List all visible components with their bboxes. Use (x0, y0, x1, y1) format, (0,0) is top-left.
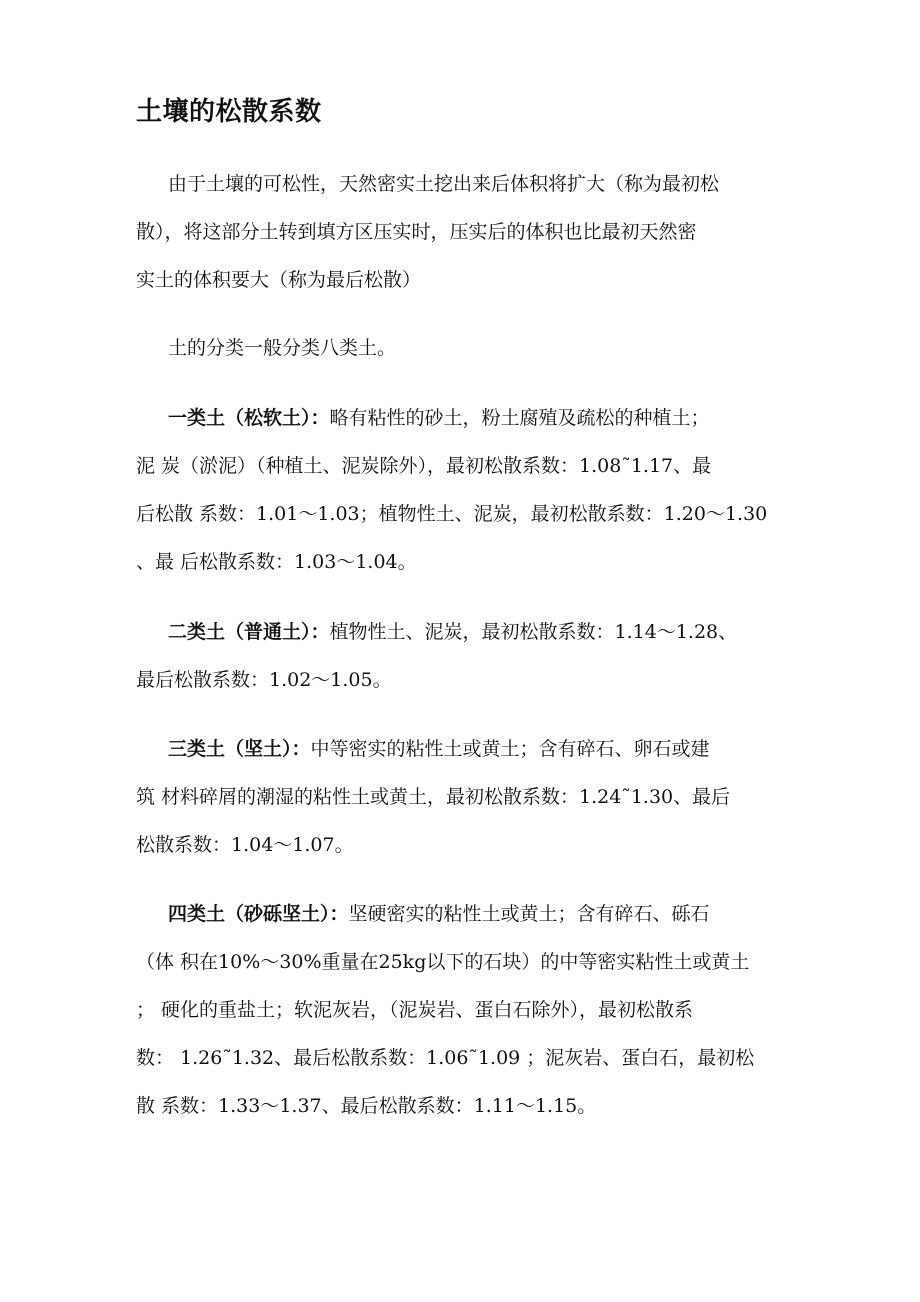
class1-first-line (136, 394, 782, 442)
class3-line: 筑 材料碎屑的潮湿的粘性土或黄土，最初松散系数：1.24˜1.30、最后 (136, 786, 731, 808)
class1-line: 泥 炭（淤泥）（种植土、泥炭除外），最初松散系数：1.08˜1.17、最 (136, 455, 712, 477)
class4-line: （体 积在10%～30%重量在25kg以下的石块）的中等密实粘性土或黄土 (136, 951, 750, 973)
intro-line: 实土的体积要大（称为最后松散） (136, 269, 422, 291)
class2-paragraph (136, 608, 782, 704)
class2-first-line (136, 608, 782, 656)
class4-line: 数： 1.26˜1.32、最后松散系数：1.06˜1.09 ；泥灰岩、蛋白石，最初松 (136, 1047, 755, 1069)
class1-text: 略有粘性的砂土，粉土腐殖及疏松的种植土； (329, 407, 710, 429)
class1-paragraph (136, 394, 782, 586)
classification-line: 土的分类一般分类八类土。 (168, 337, 397, 359)
intro-paragraph (136, 160, 782, 304)
class4-line: 散 系数：1.33～1.37、最后松散系数：1.11～1.15。 (136, 1095, 597, 1117)
class3-line: 松散系数：1.04～1.07。 (136, 834, 354, 856)
class2-text: 植物性土、泥炭，最初松散系数：1.14～1.28、 (329, 621, 738, 643)
class4-paragraph (136, 890, 782, 1130)
class3-first-line (136, 725, 782, 773)
class4-first-line (136, 890, 782, 938)
class3-text: 中等密实的粘性土或黄土；含有碎石、卵石或建 (310, 738, 710, 760)
class1-heading: 一类土（松软土）： (168, 407, 330, 429)
intro-line: 散），将这部分土转到填方区压实时，压实后的体积也比最初天然密 (136, 221, 697, 243)
class1-line: 、最 后松散系数：1.03～1.04。 (136, 551, 417, 573)
class2-line: 最后松散系数：1.02～1.05。 (136, 669, 392, 691)
class1-line: 后松散 系数：1.01～1.03；植物性土、泥炭，最初松散系数：1.20～1.30 (136, 503, 768, 525)
classification-paragraph (136, 324, 782, 372)
class4-text: 坚硬密实的粘性土或黄土；含有碎石、砾石 (348, 903, 710, 925)
class3-heading: 三类土（坚土）： (168, 738, 311, 760)
class4-heading: 四类土（砂砾坚土）： (168, 903, 349, 925)
page-title: 土壤的松散系数 (136, 97, 322, 127)
intro-line: 由于土壤的可松性，天然密实土挖出来后体积将扩大（称为最初松 (168, 173, 720, 195)
class2-heading: 二类土（普通土）： (168, 621, 330, 643)
class3-paragraph (136, 725, 782, 869)
class4-line: ； 硬化的重盐土；软泥灰岩，（泥炭岩、蛋白石除外），最初松散系 (136, 999, 694, 1021)
